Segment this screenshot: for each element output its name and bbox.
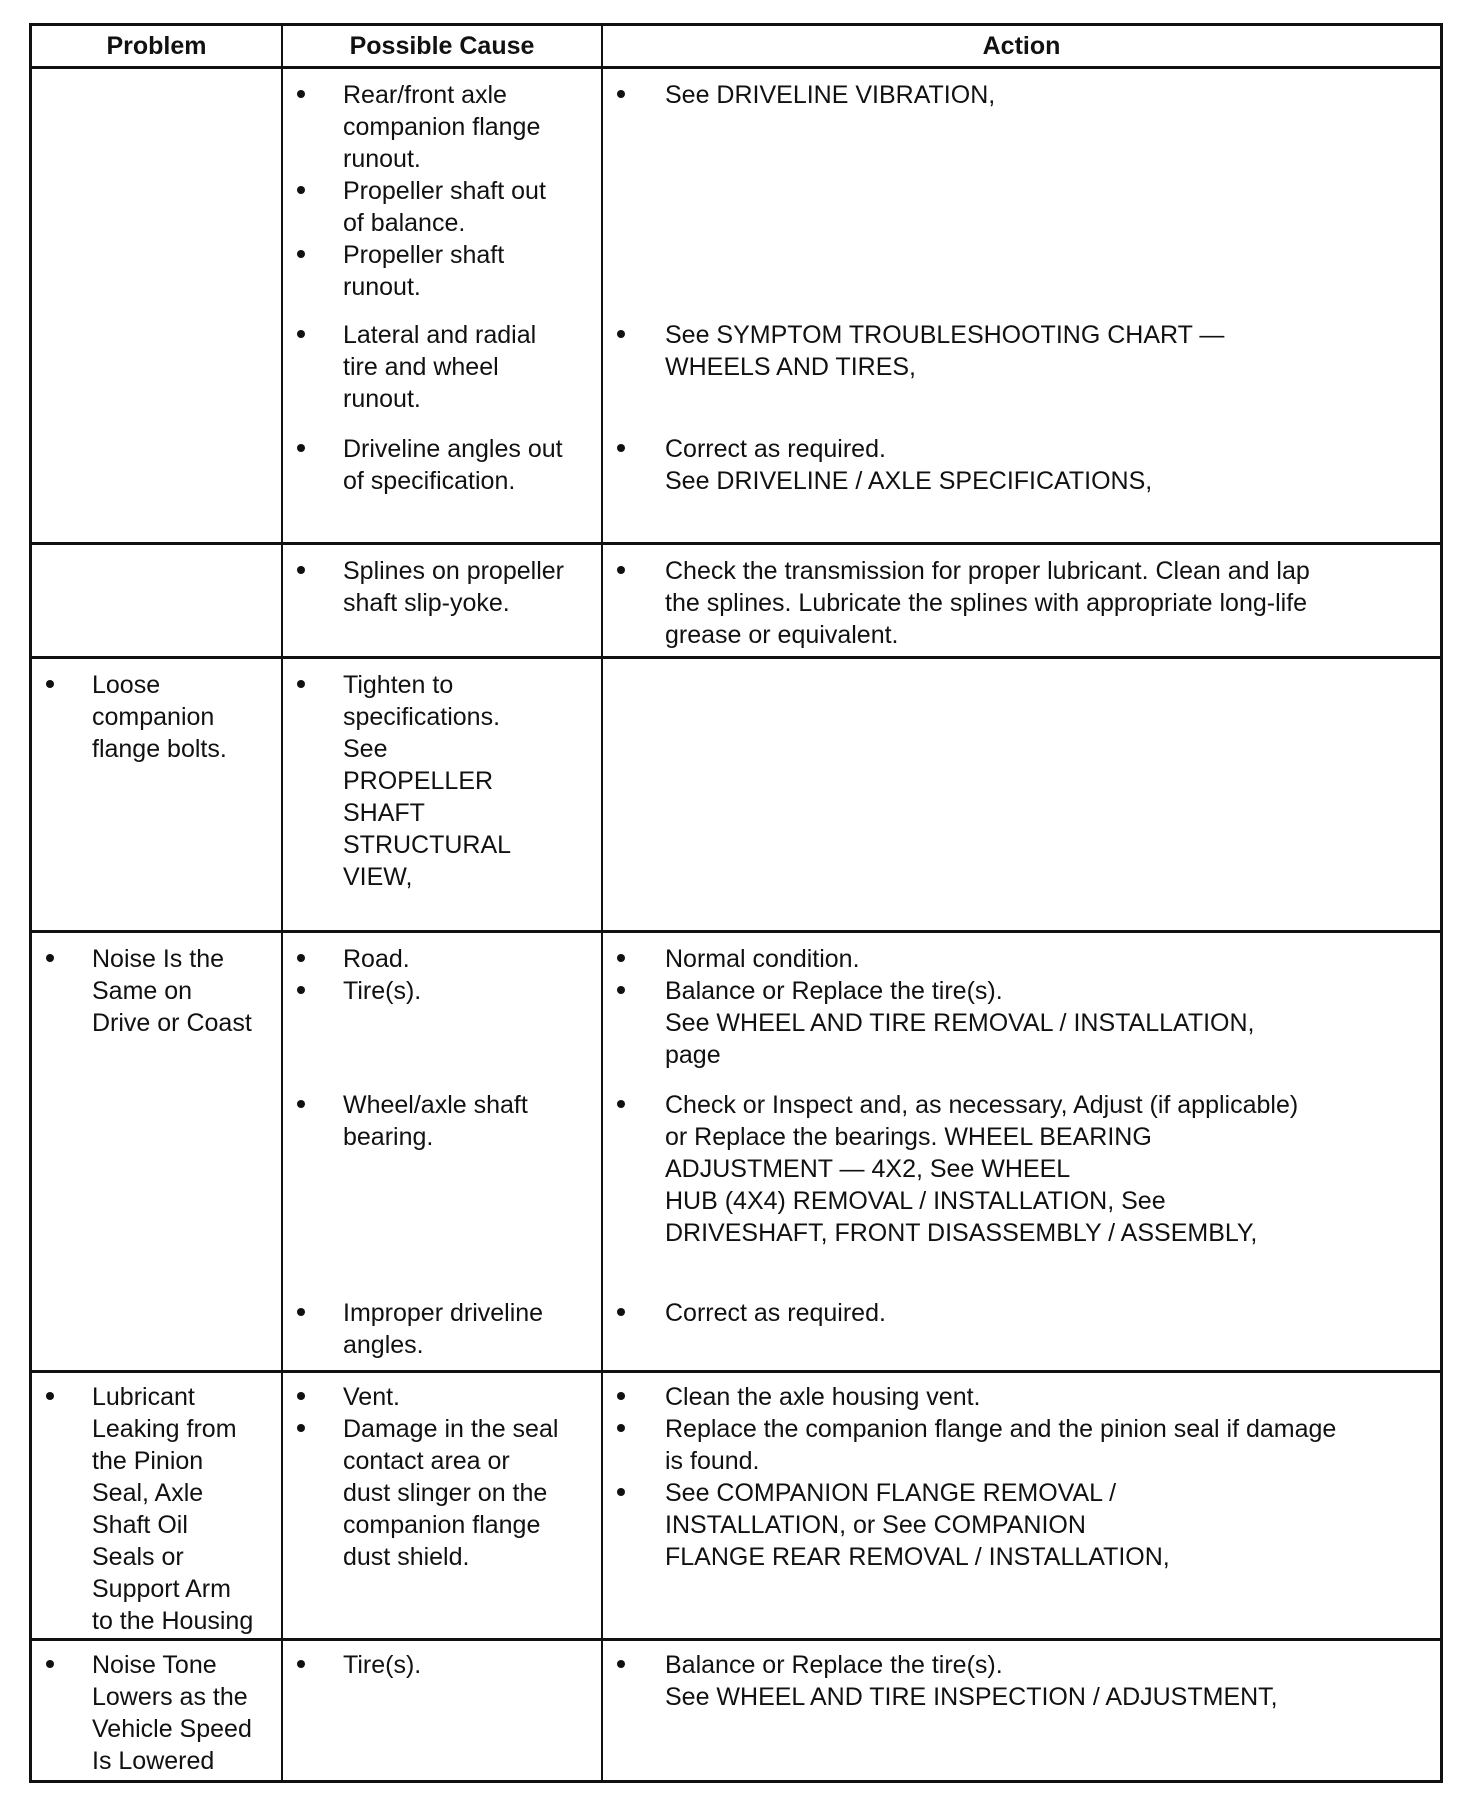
bullet-icon bbox=[297, 444, 305, 452]
bullet-icon bbox=[297, 1308, 305, 1316]
header-action: Action bbox=[982, 31, 1061, 60]
header-problem: Problem bbox=[106, 31, 207, 60]
row-6-causes: Tire(s). bbox=[283, 1641, 601, 1783]
bullet-icon bbox=[617, 1424, 625, 1432]
row-1-causes: Rear/front axle companion flange runout. Propeller shaft out of balance. Propeller shaft runout. Lateral and radial tire and wheel runout. Driveline angles out of specification. bbox=[283, 69, 601, 542]
row-6-problem: Noise Tone Lowers as the Vehicle Speed Is Lowered bbox=[32, 1641, 281, 1783]
bullet-icon bbox=[297, 90, 305, 98]
bullet-icon bbox=[297, 1100, 305, 1108]
bullet-icon bbox=[297, 954, 305, 962]
row-3-problem: Loose companion flange bolts. bbox=[32, 659, 281, 930]
bullet-icon bbox=[617, 1660, 625, 1668]
bullet-icon bbox=[617, 1488, 625, 1496]
row-5-actions: Clean the axle housing vent. Replace the companion flange and the pinion seal if damage is found. See COMPANION FLANGE REMOVAL / INSTALLATION, or See COMPANION FLANGE REAR REMOVAL / INSTALLATION, bbox=[603, 1373, 1440, 1638]
bullet-icon bbox=[617, 330, 625, 338]
bullet-icon bbox=[617, 954, 625, 962]
bullet-icon bbox=[297, 680, 305, 688]
bullet-icon bbox=[297, 566, 305, 574]
row-6-actions: Balance or Replace the tire(s). See WHEEL AND TIRE INSPECTION / ADJUSTMENT, bbox=[603, 1641, 1440, 1783]
bullet-icon bbox=[46, 680, 54, 688]
row-4-actions: Normal condition. Balance or Replace the tire(s). See WHEEL AND TIRE REMOVAL / INSTALLATION, page Check or Inspect and, as necessary, Adjust (if applicable) or Replace the bearings. WHEEL BEARING ADJUSTMENT — 4X2, See WHEEL HUB (4X4) REMOVAL / INSTALLATION, See DRIVESHAFT, FRONT DISASSEMBLY / ASSEMBLY, Correct as required. bbox=[603, 933, 1440, 1370]
bullet-icon bbox=[617, 90, 625, 98]
bullet-icon bbox=[297, 1392, 305, 1400]
row-2-causes: Splines on propeller shaft slip-yoke. bbox=[283, 545, 601, 656]
bullet-icon bbox=[297, 330, 305, 338]
row-4-problem: Noise Is the Same on Drive or Coast bbox=[32, 933, 281, 1370]
bullet-icon bbox=[297, 986, 305, 994]
header-possible-cause: Possible Cause bbox=[349, 31, 535, 60]
bullet-icon bbox=[46, 1660, 54, 1668]
bullet-icon bbox=[617, 566, 625, 574]
bullet-icon bbox=[46, 954, 54, 962]
row-5-causes: Vent. Damage in the seal contact area or dust slinger on the companion flange dust shield. bbox=[283, 1373, 601, 1638]
bullet-icon bbox=[617, 1100, 625, 1108]
bullet-icon bbox=[297, 186, 305, 194]
row-2-actions: Check the transmission for proper lubricant. Clean and lap the splines. Lubricate the splines with appropriate long-life grease or equivalent. bbox=[603, 545, 1440, 656]
bullet-icon bbox=[46, 1392, 54, 1400]
bullet-icon bbox=[297, 250, 305, 258]
troubleshooting-table bbox=[29, 23, 1443, 1783]
bullet-icon bbox=[617, 1392, 625, 1400]
row-3-causes: Tighten to specifications. See PROPELLER SHAFT STRUCTURAL VIEW, bbox=[283, 659, 601, 930]
bullet-icon bbox=[297, 1424, 305, 1432]
row-4-causes: Road. Tire(s). Wheel/axle shaft bearing. Improper driveline angles. bbox=[283, 933, 601, 1370]
row-1-actions: See DRIVELINE VIBRATION, See SYMPTOM TROUBLESHOOTING CHART — WHEELS AND TIRES, Correct as required. See DRIVELINE / AXLE SPECIFICATIONS, bbox=[603, 69, 1440, 542]
bullet-icon bbox=[297, 1660, 305, 1668]
row-5-problem: Lubricant Leaking from the Pinion Seal, Axle Shaft Oil Seals or Support Arm to the Housing bbox=[32, 1373, 281, 1638]
bullet-icon bbox=[617, 986, 625, 994]
bullet-icon bbox=[617, 1308, 625, 1316]
bullet-icon bbox=[617, 444, 625, 452]
